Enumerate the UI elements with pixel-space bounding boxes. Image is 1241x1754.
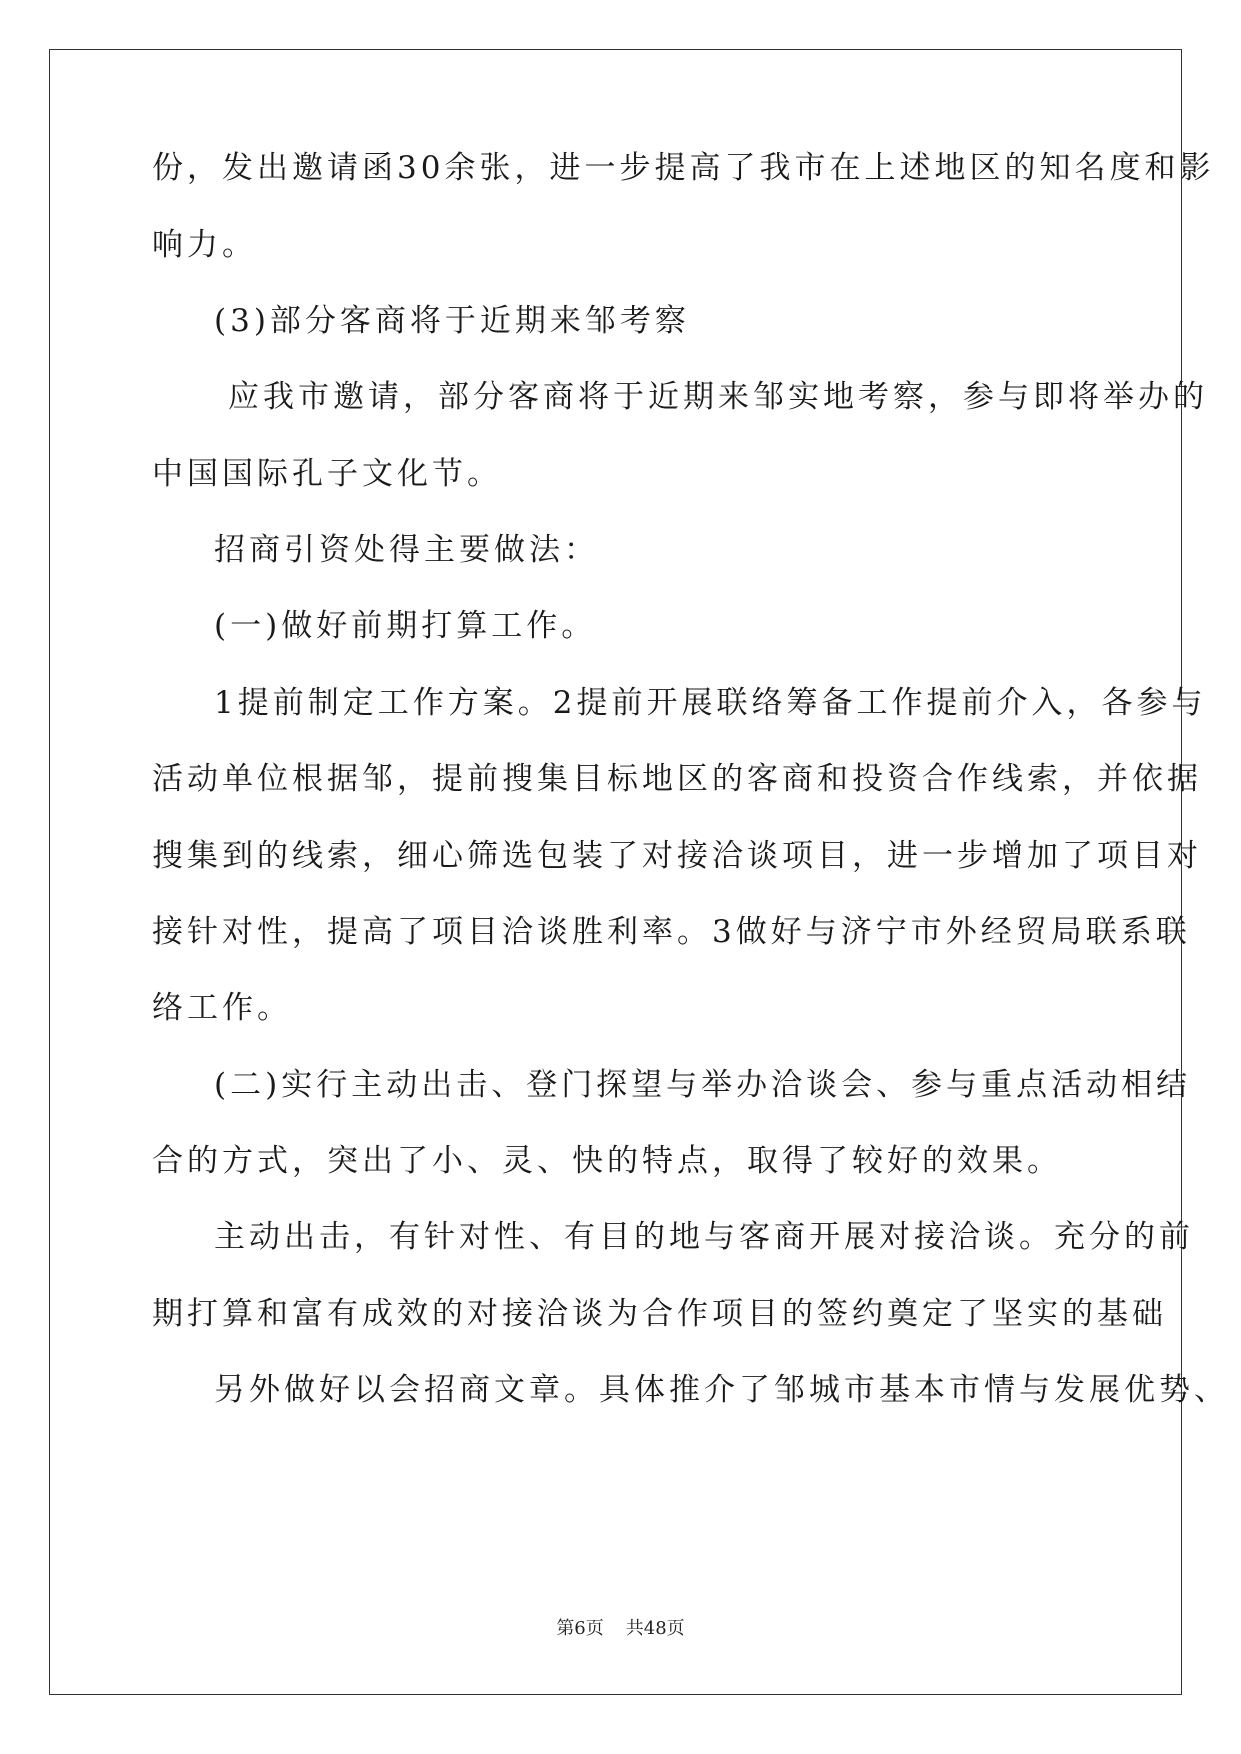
page-total: 共48页	[625, 1618, 685, 1639]
page-number: 第6页	[556, 1618, 604, 1639]
page-footer	[0, 1614, 1241, 1640]
paragraph-line: 招商引资处得主要做法：	[214, 532, 599, 568]
section-heading: (二)实行主动出击、登门探望与举办洽谈会、参与重点活动相结	[214, 1067, 1192, 1103]
paragraph-line: 期打算和富有成效的对接洽谈为合作项目的签约奠定了坚实的基础	[152, 1296, 1167, 1332]
paragraph-line: (3)部分客商将于近期来邹考察	[214, 303, 690, 339]
paragraph-line: 份，发出邀请函30余张，进一步提高了我市在上述地区的知名度和影	[152, 150, 1215, 186]
paragraph-line: 合的方式，突出了小、灵、快的特点，取得了较好的效果。	[152, 1143, 1062, 1179]
paragraph-line: 搜集到的线索，细心筛选包装了对接洽谈项目，进一步增加了项目对	[152, 838, 1202, 874]
paragraph-line: 另外做好以会招商文章。具体推介了邹城市基本市情与发展优势、	[214, 1372, 1229, 1408]
paragraph-line: 主动出击，有针对性、有目的地与客商开展对接洽谈。充分的前	[214, 1219, 1194, 1255]
paragraph-line: 络工作。	[152, 990, 292, 1026]
paragraph-line: 接针对性，提高了项目洽谈胜利率。3做好与济宁市外经贸局联系联	[152, 914, 1191, 950]
paragraph-line: 1提前制定工作方案。2提前开展联络筹备工作提前介入，各参与	[214, 685, 1207, 721]
paragraph-line: 中国国际孔子文化节。	[152, 456, 502, 492]
paragraph-line: 应我市邀请，部分客商将于近期来邹实地考察，参与即将举办的	[228, 379, 1208, 415]
section-heading: (一)做好前期打算工作。	[214, 608, 597, 644]
paragraph-line: 活动单位根据邹，提前搜集目标地区的客商和投资合作线索，并依据	[152, 761, 1202, 797]
paragraph-line: 响力。	[152, 227, 257, 263]
